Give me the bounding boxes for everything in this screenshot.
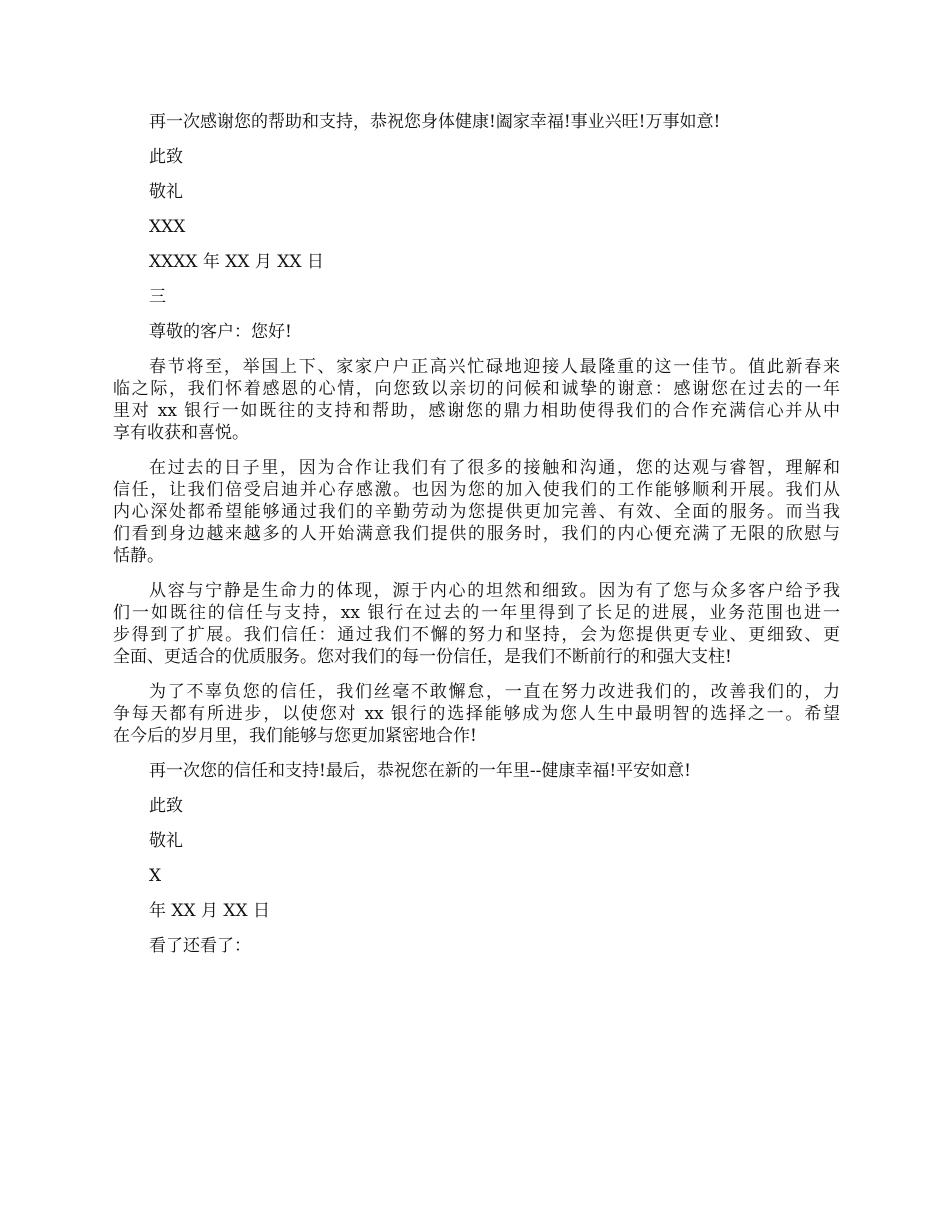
section-number: 三: [149, 287, 166, 307]
paragraph-row: 争每天都有所进步，以使您对 xx 银行的选择能够成为您人生中最明智的选择之一。希望: [113, 704, 840, 724]
paragraph: [113, 681, 840, 747]
paragraph-row: 全面、更适合的优质服务。您对我们的每一份信任，是我们不断前行的和强大支柱!: [113, 647, 732, 667]
paragraph: [113, 580, 840, 668]
date-line: XXXX 年 XX 月 XX 日: [149, 252, 324, 272]
related-reading-label: 看了还看了：: [149, 936, 251, 956]
paragraph-row: 享有收获和喜悦。: [113, 423, 249, 443]
paragraph-row: 从容与宁静是生命力的体现，源于内心的坦然和细致。因为有了您与众多客户给予我: [149, 581, 840, 601]
paragraph-row: 在过去的日子里，因为合作让我们有了很多的接触和沟通，您的达观与睿智，理解和: [149, 458, 840, 478]
paragraph: [113, 356, 840, 444]
paragraph-row: 们看到身边越来越多的人开始满意我们提供的服务时，我们的内心便充满了无限的欣慰与: [113, 524, 840, 544]
salutation-jingli-2: 敬礼: [149, 831, 183, 851]
salutation-cizhi: 此致: [149, 147, 183, 167]
signature-2: X: [149, 866, 162, 886]
closing-wishes-2: 再一次您的信任和支持!最后，恭祝您在新的一年里--健康幸福!平安如意!: [149, 761, 691, 781]
paragraph-row: 春节将至，举国上下、家家户户正高兴忙碌地迎接人最隆重的这一佳节。值此新春来: [149, 357, 840, 377]
paragraph-row: 恬静。: [113, 546, 164, 566]
salutation-cizhi-2: 此致: [149, 796, 183, 816]
paragraph-row: 步得到了扩展。我们信任：通过我们不懈的努力和坚持，会为您提供更专业、更细致、更: [113, 625, 840, 645]
paragraph-row: 信任，让我们倍受启迪并心存感激。也因为您的加入使我们的工作能够顺利开展。我们从: [113, 480, 840, 500]
paragraph-row: 内心深处都希望能够通过我们的辛勤劳动为您提供更加完善、有效、全面的服务。而当我: [113, 502, 840, 522]
letter-body: [113, 111, 840, 970]
signature: XXX: [149, 217, 186, 237]
paragraph: [113, 457, 840, 567]
paragraph-row: 为了不辜负您的信任，我们丝毫不敢懈怠，一直在努力改进我们的，改善我们的，力: [149, 682, 840, 702]
salutation-jingli: 敬礼: [149, 182, 183, 202]
closing-wishes: 再一次感谢您的帮助和支持，恭祝您身体健康!阖家幸福!事业兴旺!万事如意!: [149, 112, 721, 132]
greeting: 尊敬的客户：您好!: [149, 322, 292, 342]
paragraph-row: 们一如既往的信任与支持，xx 银行在过去的一年里得到了长足的进展，业务范围也进一: [113, 603, 840, 623]
paragraph-row: 里对 xx 银行一如既往的支持和帮助，感谢您的鼎力相助使得我们的合作充满信心并从中: [113, 401, 840, 421]
date-line-2: 年 XX 月 XX 日: [149, 901, 271, 921]
paragraph-row: 临之际，我们怀着感恩的心情，向您致以亲切的问候和诚挚的谢意：感谢您在过去的一年: [113, 379, 840, 399]
paragraph-row: 在今后的岁月里，我们能够与您更加紧密地合作!: [113, 726, 477, 746]
